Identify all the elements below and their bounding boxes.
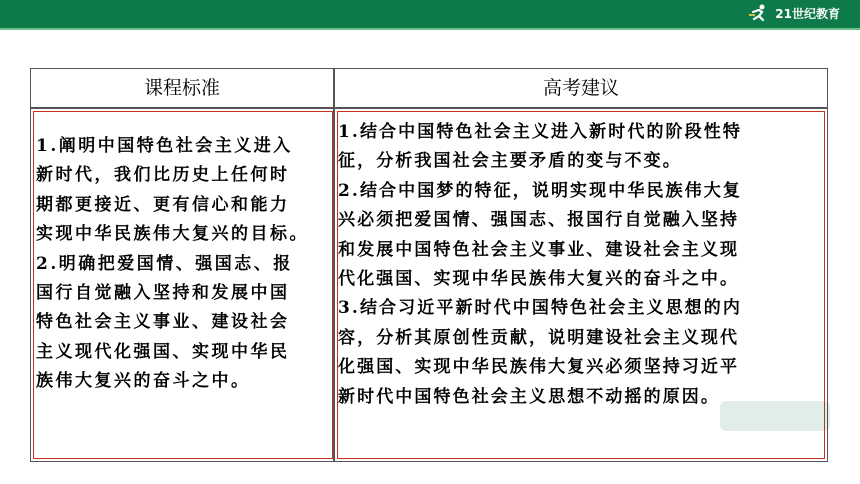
header-curriculum-standards: 课程标准 [143, 77, 220, 99]
header-divider [31, 107, 827, 109]
standards-table [30, 68, 828, 462]
header-band [0, 0, 860, 28]
watermark-logo-icon [720, 396, 830, 436]
header-exam-suggestions: 高考建议 [542, 77, 619, 99]
runner-logo-icon [747, 3, 771, 23]
logo-text: 21世纪教育 [775, 6, 840, 21]
curriculum-standards-text: 1.阐明中国特色社会主义进入 新时代，我们比历史上任何时 期都更接近、更有信心和能力 实现中华民族伟大复兴的目标。 2.明确把爱国情、强国志、报 国行自觉融入坚持和发展中国 特色社会主义事业、建设社会 主义现代化强国、实现中华民 族伟大复兴的奋斗之中。 [36, 136, 309, 392]
brand-logo [747, 2, 840, 24]
curriculum-standards-cell [33, 111, 333, 459]
header-stripe [0, 28, 860, 30]
column-divider [333, 69, 335, 461]
exam-suggestions-text: 1.结合中国特色社会主义进入新时代的阶段性特 征，分析我国社会主要矛盾的变与不变。 2.结合中国梦的特征，说明实现中华民族伟大复 兴必须把爱国情、强国志、报国行自觉融入坚持 和发展中国特色社会主义事业、建设社会主义现 代化强国、实现中华民族伟大复兴的奋斗之中。 3.结合习近平新时代中国特色社会主义思想的内 容，分析其原创性贡献，说明建设社会主义现代 化强国、实现中华民族伟大复兴必须坚持习近平 新时代中国特色社会主义思想不动摇的原因。 [338, 122, 742, 407]
